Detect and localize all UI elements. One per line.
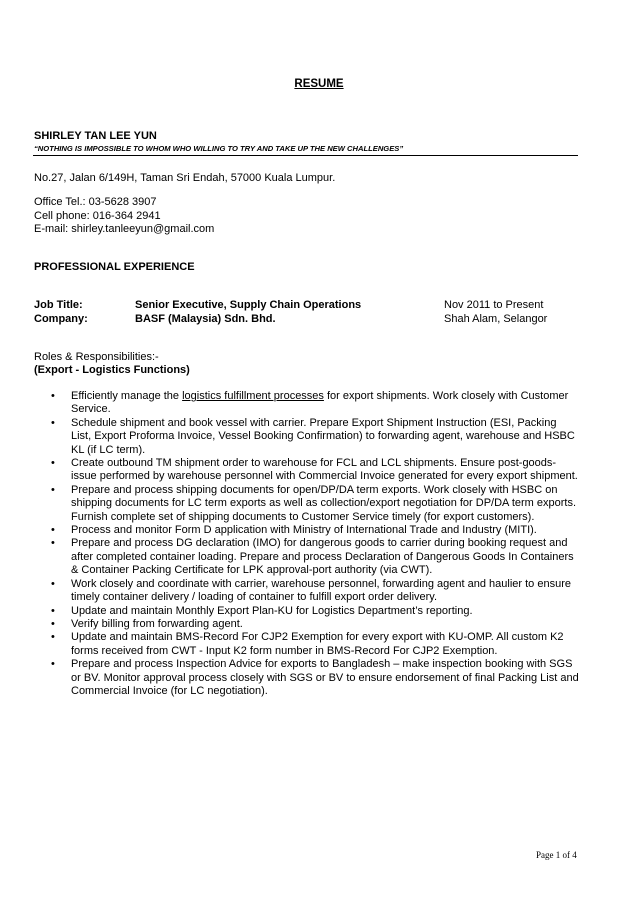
- job-title-row: [34, 298, 579, 312]
- job-title-value: Senior Executive, Supply Chain Operations: [135, 299, 362, 311]
- bullet-icon: •: [51, 658, 55, 671]
- document-title: RESUME: [294, 78, 344, 90]
- list-item: • Efficiently manage the logistics fulfillment processes for export shipments. Work closely with Customer Service.: [51, 390, 569, 416]
- list-item: • Update and maintain BMS-Record For CJP2 Exemption for every export with KU-OMP. All custom K2 forms received from CWT - Input K2 form number in BMS-Record For CJP2 Exemption.: [51, 631, 564, 657]
- bullet-icon: •: [51, 604, 55, 617]
- job-period: Nov 2011 to Present: [444, 299, 544, 311]
- section-heading-experience: PROFESSIONAL EXPERIENCE: [34, 261, 195, 273]
- bullet-icon: •: [51, 617, 55, 630]
- candidate-name: SHIRLEY TAN LEE YUN: [34, 130, 157, 142]
- list-item: • Prepare and process DG declaration (IMO) for dangerous goods to carrier during booking request and after completed container loading. Prepare and process Declaration of Dangerous Goods In Containers & Container Packing Certificate for LPK approval-port authority (via CWT).: [51, 537, 574, 577]
- function-heading: (Export - Logistics Functions): [34, 364, 190, 376]
- bullet-icon: •: [51, 390, 55, 402]
- company-label: Company:: [34, 313, 88, 325]
- job-title-label: Job Title:: [34, 299, 83, 311]
- bullet-icon: •: [51, 416, 55, 429]
- bullet-icon: •: [51, 537, 55, 550]
- bullet-icon: •: [51, 457, 55, 470]
- list-item: • Prepare and process shipping documents for open/DP/DA term exports. Work closely with HSBC on shipping documents for LC term exports as well as collection/export negotiation for DP/DA term exports. Furnish complete set of shipping documents to Customer Service timely (for export customers).: [51, 483, 577, 523]
- underlined-phrase: logistics fulfillment processes: [182, 390, 324, 402]
- header-divider: [33, 155, 578, 156]
- roles-label: Roles & Responsibilities:-: [34, 351, 159, 363]
- address: No.27, Jalan 6/149H, Taman Sri Endah, 57000 Kuala Lumpur.: [34, 172, 336, 184]
- list-item: • Work closely and coordinate with carrier, warehouse personnel, forwarding agent and haulier to ensure timely container delivery / loading of container to fulfill export order delivery.: [51, 577, 571, 604]
- list-item: • Prepare and process Inspection Advice for exports to Bangladesh – make inspection booking with SGS or BV. Monitor approval process closely with SGS or BV to ensure endorsement of final Packing List and Commercial Invoice (for LC negotiation).: [51, 658, 579, 697]
- list-item: • Process and monitor Form D application with Ministry of International Trade and Industry (MITI).: [51, 524, 537, 537]
- bullet-icon: •: [51, 577, 55, 590]
- company-location: Shah Alam, Selangor: [444, 313, 548, 325]
- company-row: [34, 312, 579, 326]
- bullet-icon: •: [51, 483, 55, 496]
- list-item: • Create outbound TM shipment order to warehouse for FCL and LCL shipments. Ensure post-goods-issue performed by warehouse personnel with Commercial Invoice generated for every export shipment.: [51, 457, 578, 483]
- bullet-icon: •: [51, 631, 55, 644]
- list-item: • Verify billing from forwarding agent.: [51, 617, 243, 630]
- list-item: • Update and maintain Monthly Export Plan-KU for Logistics Department’s reporting.: [51, 604, 473, 617]
- office-phone: Office Tel.: 03-5628 3907: [34, 196, 157, 208]
- email: E-mail: shirley.tanleeyun@gmail.com: [34, 223, 215, 235]
- company-value: BASF (Malaysia) Sdn. Bhd.: [135, 313, 276, 325]
- page-number: Page 1 of 4: [536, 850, 577, 860]
- list-item: • Schedule shipment and book vessel with carrier. Prepare Export Shipment Instruction (ESI, Packing List, Export Proforma Invoice, Vessel Booking Confirmation) to forwarding agent, warehouse and HSBC KL (if LC term).: [51, 416, 575, 456]
- responsibilities-list: [34, 390, 579, 698]
- personal-motto: “NOTHING IS IMPOSSIBLE TO WHOM WHO WILLING TO TRY AND TAKE UP THE NEW CHALLENGES”: [34, 144, 404, 153]
- cell-phone: Cell phone: 016-364 2941: [34, 210, 161, 222]
- bullet-icon: •: [51, 524, 55, 537]
